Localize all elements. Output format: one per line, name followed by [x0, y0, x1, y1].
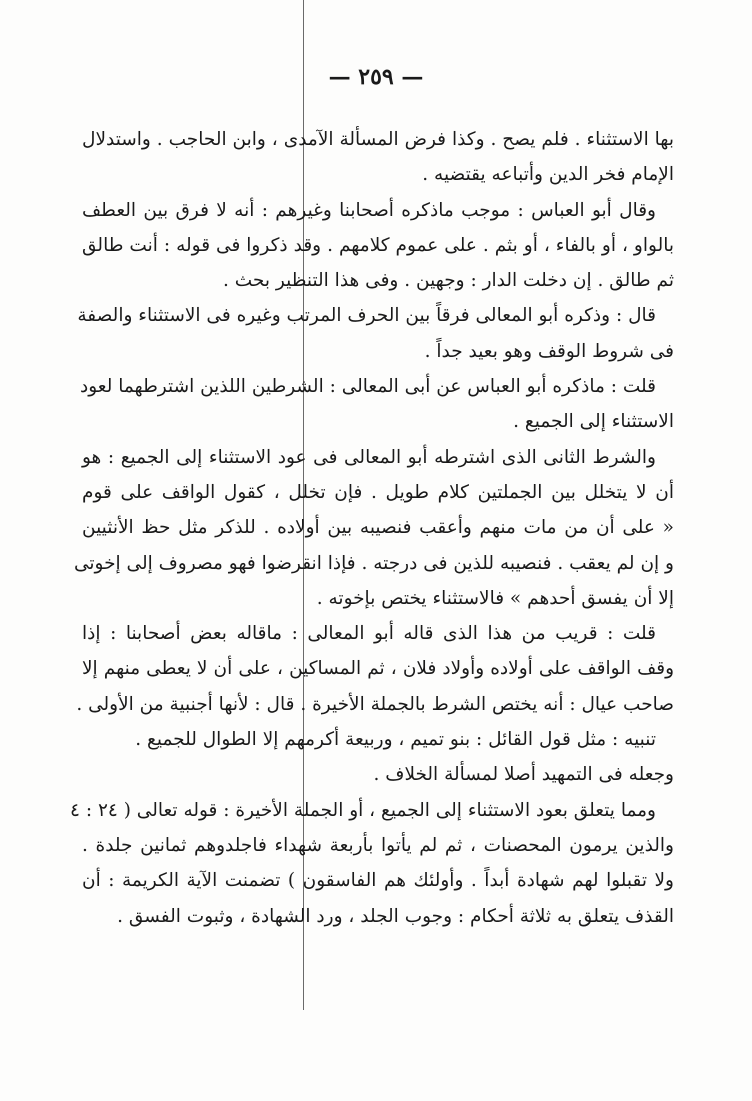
text-line: وجعله فى التمهيد أصلا لمسألة الخلاف .: [373, 764, 674, 786]
text-line: الاستثناء إلى الجميع .: [513, 411, 674, 433]
text-line: صاحب عيال : أنه يختص الشرط بالجملة الأخيرة . قال : لأنها أجنبية من الأولى .: [76, 693, 674, 715]
text-line: والذين يرمون المحصنات ، ثم لم يأتوا بأربعة شهداء فاجلدوهم ثمانين جلدة .: [82, 834, 674, 856]
page-number: — ٢٥٩ —: [328, 64, 424, 90]
text-line: بالواو ، أو بالفاء ، أو بثم . على عموم كلامهم . وقد ذكروا فى قوله : أنت طالق: [82, 234, 674, 256]
text-line: والشرط الثانى الذى اشترطه أبو المعالى فى عود الاستثناء إلى الجميع : هو: [82, 446, 656, 468]
text-line: تنبيه : مثل قول القائل : بنو تميم ، وربيعة أكرمهم إلا الطوال للجميع .: [135, 729, 656, 751]
text-line: إلا أن يفسق أحدهم » فالاستثناء يختص بإخوته .: [316, 587, 674, 609]
text-line: و إن لم يعقب . فنصيبه للذين فى درجته . فإذا انقرضوا فهو مصروف إلى إخوتى: [73, 552, 674, 574]
text-line: ومما يتعلق بعود الاستثناء إلى الجميع ، أو الجملة الأخيرة : قوله تعالى ( ٢٤ : ٤: [70, 799, 656, 821]
text-line: « على أن من مات منهم وأعقب فنصيبه بين أولاده . للذكر مثل حظ الأنثيين: [82, 517, 674, 539]
text-line: وقال أبو العباس : موجب ماذكره أصحابنا وغيرهم : أنه لا فرق بين العطف: [82, 199, 656, 221]
body-text: [70, 122, 674, 934]
text-line: فى شروط الوقف وهو بعيد جداً .: [424, 340, 674, 362]
text-line: وقف الواقف على أولاده وأولاد فلان ، ثم المساكين ، على أن لا يعطى منهم إلا: [82, 658, 674, 680]
text-line: قلت : قريب من هذا الذى قاله أبو المعالى : ماقاله بعض أصحابنا : إذا: [82, 623, 656, 645]
text-line: ثم طالق . إن دخلت الدار : وجهين . وفى هذا التنظير بحث .: [223, 270, 674, 292]
text-line: القذف يتعلق به ثلاثة أحكام : وجوب الجلد ، ورد الشهادة ، وثبوت الفسق .: [117, 905, 674, 927]
text-line: ولا تقبلوا لهم شهادة أبداً . وأولئك هم الفاسقون ) تضمنت الآية الكريمة : أن: [82, 870, 674, 892]
text-line: بها الاستثناء . فلم يصح . وكذا فرض المسألة الآمدى ، وابن الحاجب . واستدلال: [82, 129, 674, 150]
text-line: أن لا يتخلل بين الجملتين كلام طويل . فإن تخلل ، كقول الواقف على قوم: [82, 481, 674, 503]
text-line: الإمام فخر الدين وأتباعه يقتضيه .: [422, 164, 674, 186]
text-line: قلت : ماذكره أبو العباس عن أبى المعالى : الشرطين اللذين اشترطهما لعود: [79, 376, 656, 398]
text-line: قال : وذكره أبو المعالى فرقاً بين الحرف المرتب وغيره فى الاستثناء والصفة: [77, 305, 656, 327]
